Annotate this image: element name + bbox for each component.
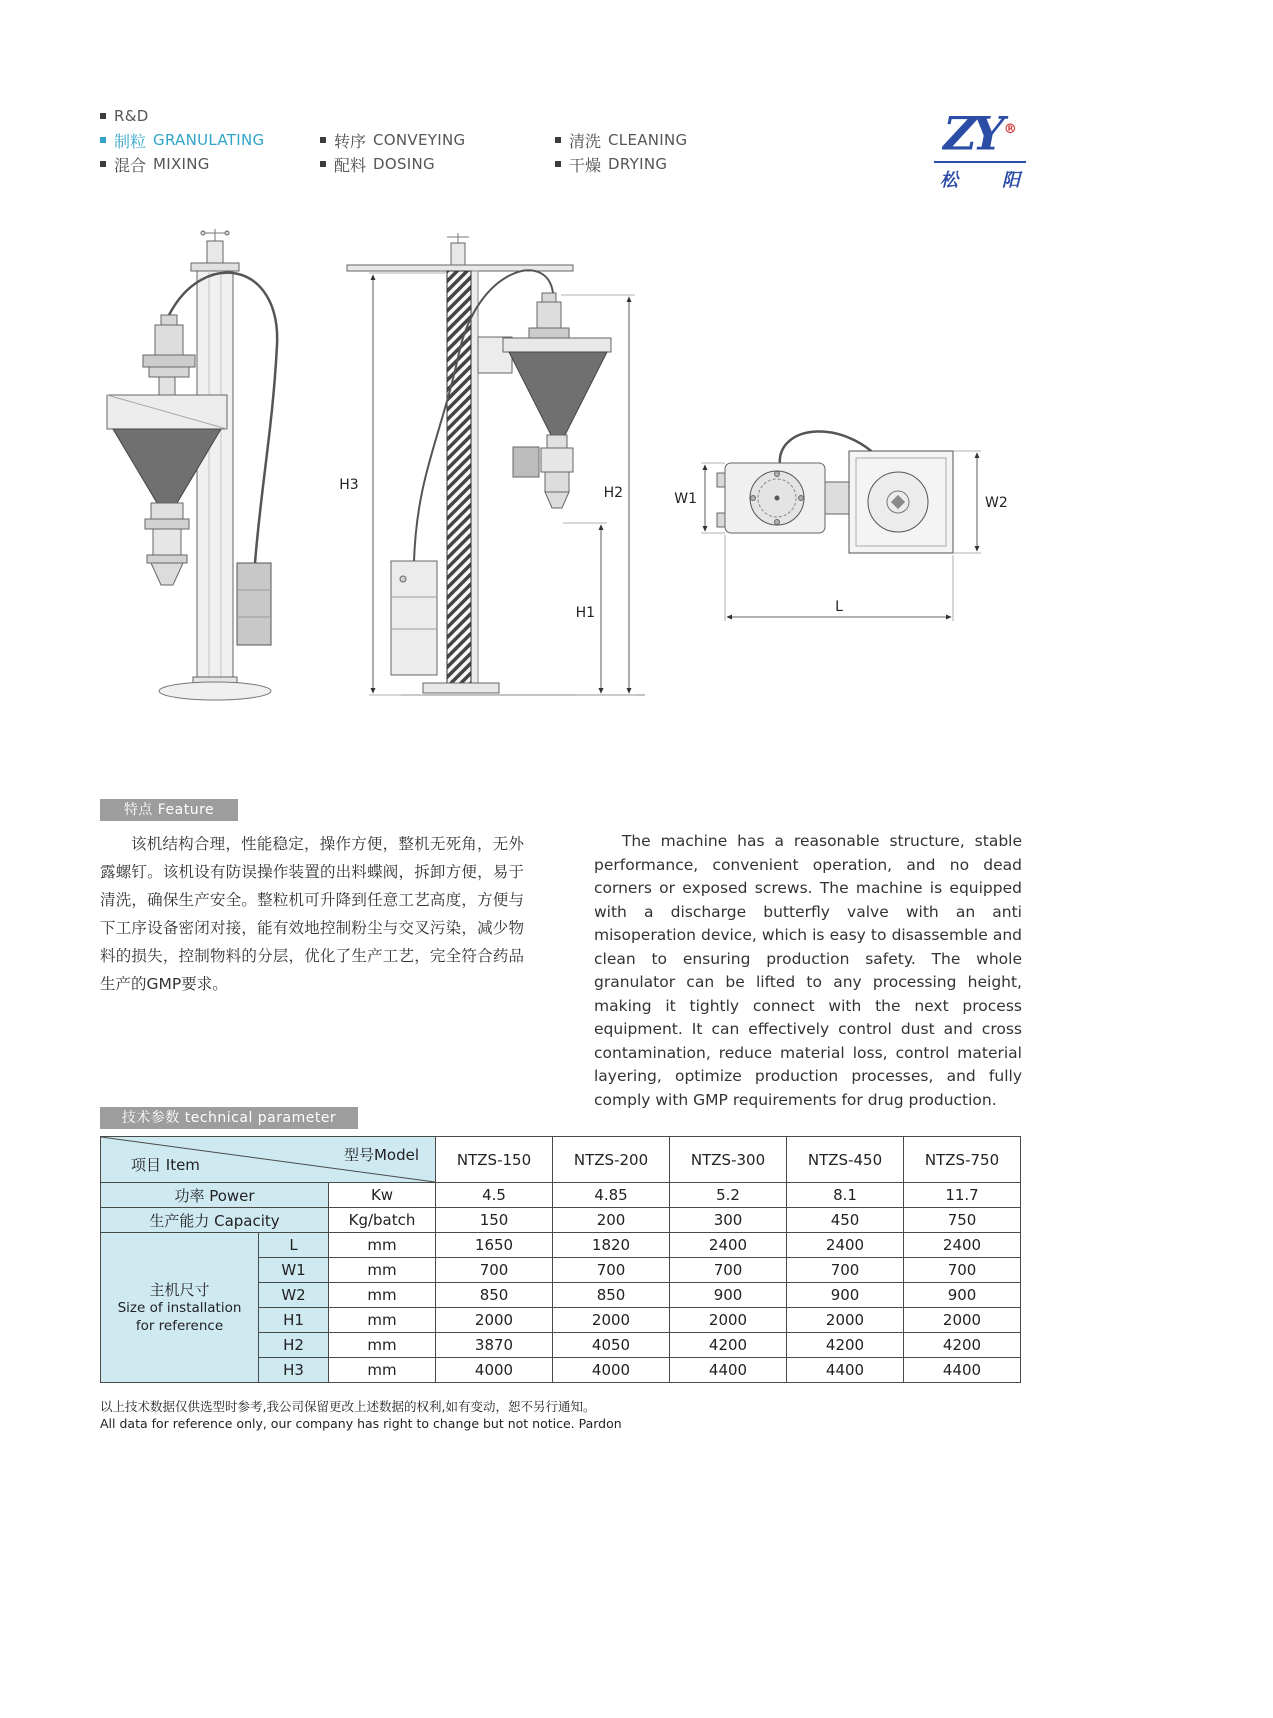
category-cleaning [555, 129, 790, 152]
logo-underline [934, 161, 1026, 163]
param-value: 700 [904, 1258, 1021, 1283]
model-name: NTZS-200 [553, 1137, 670, 1183]
category-drying [555, 153, 790, 176]
param-value: 2000 [904, 1308, 1021, 1333]
logo-mark: ZY ® [943, 106, 1017, 161]
category-label-cn: 制粒 [114, 131, 147, 151]
row-label: 功率 Power [101, 1183, 329, 1208]
footer-notes [100, 1398, 622, 1432]
param-value: 4400 [670, 1358, 787, 1383]
bullet-icon [555, 137, 561, 143]
dim-label: H2 [259, 1333, 329, 1358]
front-view-drawing [107, 229, 277, 700]
dim-label: W2 [259, 1283, 329, 1308]
dimension-w2 [953, 451, 981, 553]
param-value: 4200 [787, 1333, 904, 1358]
side-view-drawing [339, 233, 645, 695]
param-value: 700 [787, 1258, 904, 1283]
footer-note-chinese: 以上技术数据仅供选型时参考,我公司保留更改上述数据的权利,如有变动，恕不另行通知。 [100, 1399, 596, 1414]
param-value: 2400 [904, 1233, 1021, 1258]
model-name: NTZS-450 [787, 1137, 904, 1183]
table-row-power [101, 1183, 1021, 1208]
feature-text-chinese: 该机结构合理，性能稳定，操作方便，整机无死角，无外露螺钉。该机设有防误操作装置的出料蝶阀，拆卸方便，易于清洗，确保生产安全。整粒机可升降到任意工艺高度，方便与下工序设备密闭对接，能有效地控制粉尘与交叉污染，减少物料的损失，控制物料的分层，优化了生产工艺，完全符合药品生产的GMP要求。 [100, 835, 524, 993]
category-dosing [320, 153, 555, 176]
registered-mark: ® [1003, 122, 1017, 137]
param-value: 4400 [787, 1358, 904, 1383]
param-value: 4000 [436, 1358, 553, 1383]
category-list [100, 104, 790, 176]
model-name: NTZS-300 [670, 1137, 787, 1183]
param-value: 4400 [904, 1358, 1021, 1383]
row-unit: mm [329, 1258, 436, 1283]
param-value: 200 [553, 1208, 670, 1233]
category-conveying [320, 129, 555, 152]
row-unit: mm [329, 1358, 436, 1383]
dim-label: H3 [259, 1358, 329, 1383]
top-view-drawing [674, 431, 1008, 621]
category-label-en: MIXING [153, 155, 210, 173]
row-unit: mm [329, 1283, 436, 1308]
parameters-table-wrap [100, 1136, 1021, 1383]
param-value: 5.2 [670, 1183, 787, 1208]
category-mixing [100, 153, 320, 176]
param-value: 2000 [787, 1308, 904, 1333]
param-value: 2000 [553, 1308, 670, 1333]
param-value: 900 [904, 1283, 1021, 1308]
param-value: 4200 [904, 1333, 1021, 1358]
feature-section-header: 特点 Feature [100, 799, 238, 821]
bullet-icon [100, 113, 106, 119]
param-value: 700 [436, 1258, 553, 1283]
row-unit: mm [329, 1308, 436, 1333]
category-granulating [100, 129, 320, 152]
row-unit: Kg/batch [329, 1208, 436, 1233]
param-value: 700 [553, 1258, 670, 1283]
dim-label: H1 [259, 1308, 329, 1333]
category-row [100, 152, 790, 176]
dim-label: W1 [259, 1258, 329, 1283]
table-row-capacity [101, 1208, 1021, 1233]
param-value: 11.7 [904, 1183, 1021, 1208]
category-label: R&D [114, 107, 149, 125]
parameters-table [100, 1136, 1021, 1383]
row-unit: Kw [329, 1183, 436, 1208]
dimension-label-w2: W2 [985, 495, 1008, 511]
dimension-label-h1: H1 [575, 605, 595, 621]
dimension-label-h2: H2 [603, 485, 623, 501]
company-logo [928, 106, 1032, 192]
param-value: 2000 [670, 1308, 787, 1333]
category-row [100, 128, 790, 152]
category-label-cn: 清洗 [569, 131, 602, 151]
category-label-en: GRANULATING [153, 131, 265, 149]
row-label: 生产能力 Capacity [101, 1208, 329, 1233]
category-label-en: CLEANING [608, 131, 688, 149]
param-value: 4000 [553, 1358, 670, 1383]
category-label-en: CONVEYING [373, 131, 466, 149]
param-value: 900 [670, 1283, 787, 1308]
model-name: NTZS-150 [436, 1137, 553, 1183]
row-unit: mm [329, 1333, 436, 1358]
bullet-icon [320, 161, 326, 167]
param-value: 850 [553, 1283, 670, 1308]
model-header-label: 型号Model [343, 1146, 420, 1164]
param-value: 2400 [670, 1233, 787, 1258]
item-header-label: 项目 Item [131, 1156, 200, 1174]
header-diagonal-cell [101, 1137, 436, 1183]
bullet-icon [555, 161, 561, 167]
parameters-section-header: 技术参数 technical parameter [100, 1107, 358, 1129]
category-label-cn: 转序 [334, 131, 367, 151]
dimension-label-h3: H3 [339, 477, 359, 493]
param-value: 150 [436, 1208, 553, 1233]
bullet-icon [100, 137, 106, 143]
dimension-label-l: L [835, 599, 843, 615]
size-group-label: 主机尺寸 Size of installation for reference [101, 1233, 259, 1383]
param-value: 8.1 [787, 1183, 904, 1208]
category-label-cn: 配料 [334, 155, 367, 175]
param-value: 2000 [436, 1308, 553, 1333]
model-name: NTZS-750 [904, 1137, 1021, 1183]
category-row [100, 104, 790, 128]
param-value: 4.5 [436, 1183, 553, 1208]
technical-drawings [85, 225, 1035, 735]
feature-text-english: The machine has a reasonable structure, stable performance, convenient operation, and no dead corners or exposed screws. The machine is equipped with a discharge butterfly valve with an anti misoperation device, which is easy to disassemble and clean to ensuring production safety. The whole granulator can be lifted to any processing height, making it tightly connect with the next process equipment. It can effectively control dust and cross contamination, reduce material loss, control material layering, optimize production processes, and fully comply with GMP requirements for drug production. [594, 832, 1022, 1109]
param-value: 3870 [436, 1333, 553, 1358]
param-value: 1650 [436, 1233, 553, 1258]
row-unit: mm [329, 1233, 436, 1258]
param-value: 4050 [553, 1333, 670, 1358]
bullet-icon [320, 137, 326, 143]
category-label-en: DOSING [373, 155, 435, 173]
param-value: 900 [787, 1283, 904, 1308]
category-label-cn: 干燥 [569, 155, 602, 175]
param-value: 1820 [553, 1233, 670, 1258]
dimension-label-w1: W1 [674, 491, 697, 507]
param-value: 450 [787, 1208, 904, 1233]
logo-subtext: 松 阳 [940, 170, 1020, 192]
dim-label: L [259, 1233, 329, 1258]
param-value: 2400 [787, 1233, 904, 1258]
param-value: 750 [904, 1208, 1021, 1233]
param-value: 300 [670, 1208, 787, 1233]
param-value: 700 [670, 1258, 787, 1283]
bullet-icon [100, 161, 106, 167]
table-row-size-L [101, 1233, 1021, 1258]
param-value: 850 [436, 1283, 553, 1308]
category-rd [100, 107, 320, 125]
param-value: 4200 [670, 1333, 787, 1358]
category-label-cn: 混合 [114, 155, 147, 175]
param-value: 4.85 [553, 1183, 670, 1208]
table-header-row [101, 1137, 1021, 1183]
category-label-en: DRYING [608, 155, 668, 173]
footer-note-english: All data for reference only, our company has right to change but not notice. Pardon [100, 1416, 622, 1431]
